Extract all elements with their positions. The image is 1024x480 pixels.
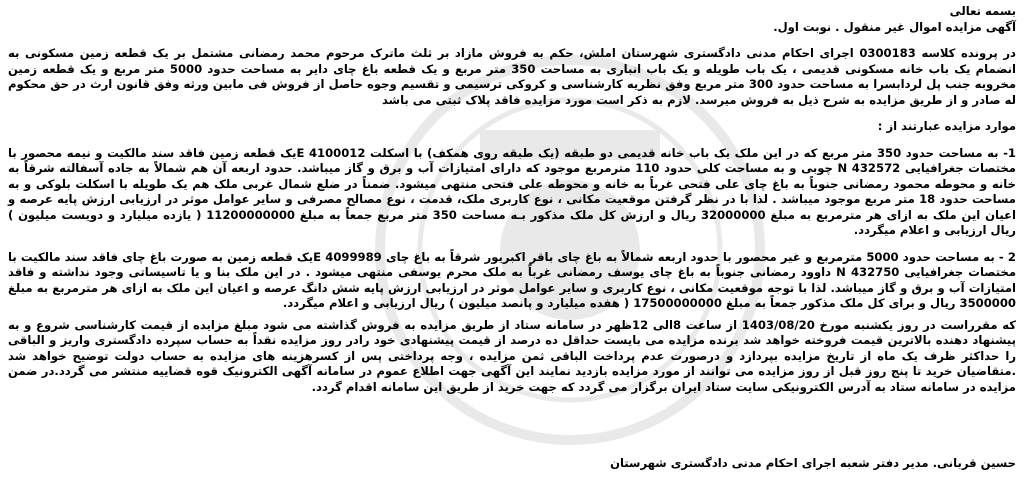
auction-item-1: 1- به مساحت حدود 350 متر مربع که در این ملک یک باب خانه قدیمی دو طبقه (یک طبقه روی همکف) با اسکلت 4100012 Eیک قطعه زمین فاقد سند مالکیت و نیمه محصور با مختصات جغرافیایی 432572 N چوبی و به مساحت کلی حدود 110 مترمربع موجود که دارای امتیازات آب و برق و گاز میباشد. حدود اربعه آن هم شمالاً به جاده آسفالته شرقاً به خانه و محوطه محمود رمضانی جنوباً به باغ چای علی فتحی غرباً به خانه و محوطه علی فتحی منتهی میشود. ضمناً در ضلع شمال غربی ملک هم یک طویله با اسکلت بلوکی و به مساحت حدود 18 متر مربع موجود میباشد . لذا با در نظر گرفتن موقعیت مکانی ، نوع کاربری ملک، قدمت ، نوع مصالح مصرفی و سایر عوامل موثر در ارزیابی ارزش پایه عرصه و اعیان این ملک به ازای هر مترمربع به مبلغ 32000000 ریال و ارزش کل ملک مذکور بـه مساحت 350 متر مربع جمعاً به مبلغ 11200000000 ( یازده میلیارد و دویست میلیون ) ریال ارزیابی و اعلام میگردد. (8, 145, 1016, 237)
notice-body (8, 4, 1016, 395)
notice-title: آگهی مزایده اموال غیر منقول . نوبت اول. (773, 19, 1016, 34)
signature: حسین قربانی. مدیر دفتر شعبه اجرای احکام مدنی دادگستری شهرستان (610, 456, 1016, 470)
intro-paragraph: در پرونده کلاسه 0300183 اجرای احکام مدنی دادگستری شهرستان املش، حکم به فروش مازاد بر ثلث ماترک مرحوم محمد رمضانی مشتمل بر یک قطعه زمین مسکونی به انضمام یک باب خانه مسکونی قدیمی ، یک باب طویله و یک باب انباری به مساحت 350 متر مربع و یک قطعه باغ چای دایر به مساحت حدود 5000 متر مربع و یک قطعه زمین مخروبه جنب پل لردابسرا به مساحت حدود 300 متر مربع وفق نظریه کارشناسی و کروکی ترسیمی و تقسیم وجوه حاصل از فروش فی مابین ورثه وفق قانون ارث در حق محکوم له صادر و از طریق مزایده به شرح ذیل به فروش میرسد. لازم به ذکر است مورد مزایده فاقد پلاک ثبتی می باشد (8, 46, 1017, 107)
auction-item-2: 2 - به مساحت حدود 5000 مترمربع و غیر محصور با حدود اربعه شمالاً به باغ چای باقر اکبریور شرقاً به باغ چای 4099989 Eیک قطعه زمین به صورت باغ چای فاقد سند مالکیت با مختصات جغرافیایی 432750 N داوود رمضانی جنوباً به باغ چای یوسف رمضانی غرباً به ملک محرم یوسفی منتهی میشود . در این ملک بنا و یا تاسیساتی وجود نداشته و فاقد امتیازات آب و برق و گاز میباشد. لذا با توجه موقعیت مکانی ، نوع کاربری و سایر عوامل موثر در ارزیابی ارزش پایه شش دانگ عرصه و اعیان این ملک به ازای هر مترمربع به مبلغ 3500000 ریال و برای کل ملک مذکور جمعاً به مبلغ 17500000000 ( هفده میلیارد و پانصد میلیون ) ریال ارزیابی و اعلام میگردد. (8, 249, 1016, 310)
items-heading: موارد مزایده عبارتند از : (877, 119, 1016, 133)
basmala: بسمه تعالی (949, 4, 1016, 18)
auction-conditions: که مقرراست در روز یکشنبه مورخ 1403/08/20 از ساعت 8الی 12ظهر در سامانه ستاد از طریق مزایده به فروش گذاشته می شود مبلغ مزایده از قیمت کارشناسی شروع و به پیشنهاد دهنده بالاترین قیمت فروخته خواهد شد برنده مزایده می بایست حداقل ده درصد از قیمت پیشنهادی خود رادر روز مزایده نقداً به حساب سپرده دادگستری واریز و الباقی را حداکثر ظرف یک ماه از تاریخ مزایده بپردازد و درصورت عدم پرداخت الباقی ثمن مزایده ، وجه پرداختی پس از کسرهزینه های مزایده به حساب دولت توضیح خواهد شد .متقاضیان خرید تا پنج روز قبل از روز مزایده می توانند از مورد مزایده بازدید نمایند این آگهی جهت اطلاع عموم در سامانه آگهی الکترونیک قوه قضاییه منتشر می گردد.در ضمن مزایده در سامانه ستاد به آدرس الکترونیکی سایت ستاد ایران برگزار می گردد که جهت خرید از طریق این سامانه اقدام گردد. (8, 317, 1016, 394)
